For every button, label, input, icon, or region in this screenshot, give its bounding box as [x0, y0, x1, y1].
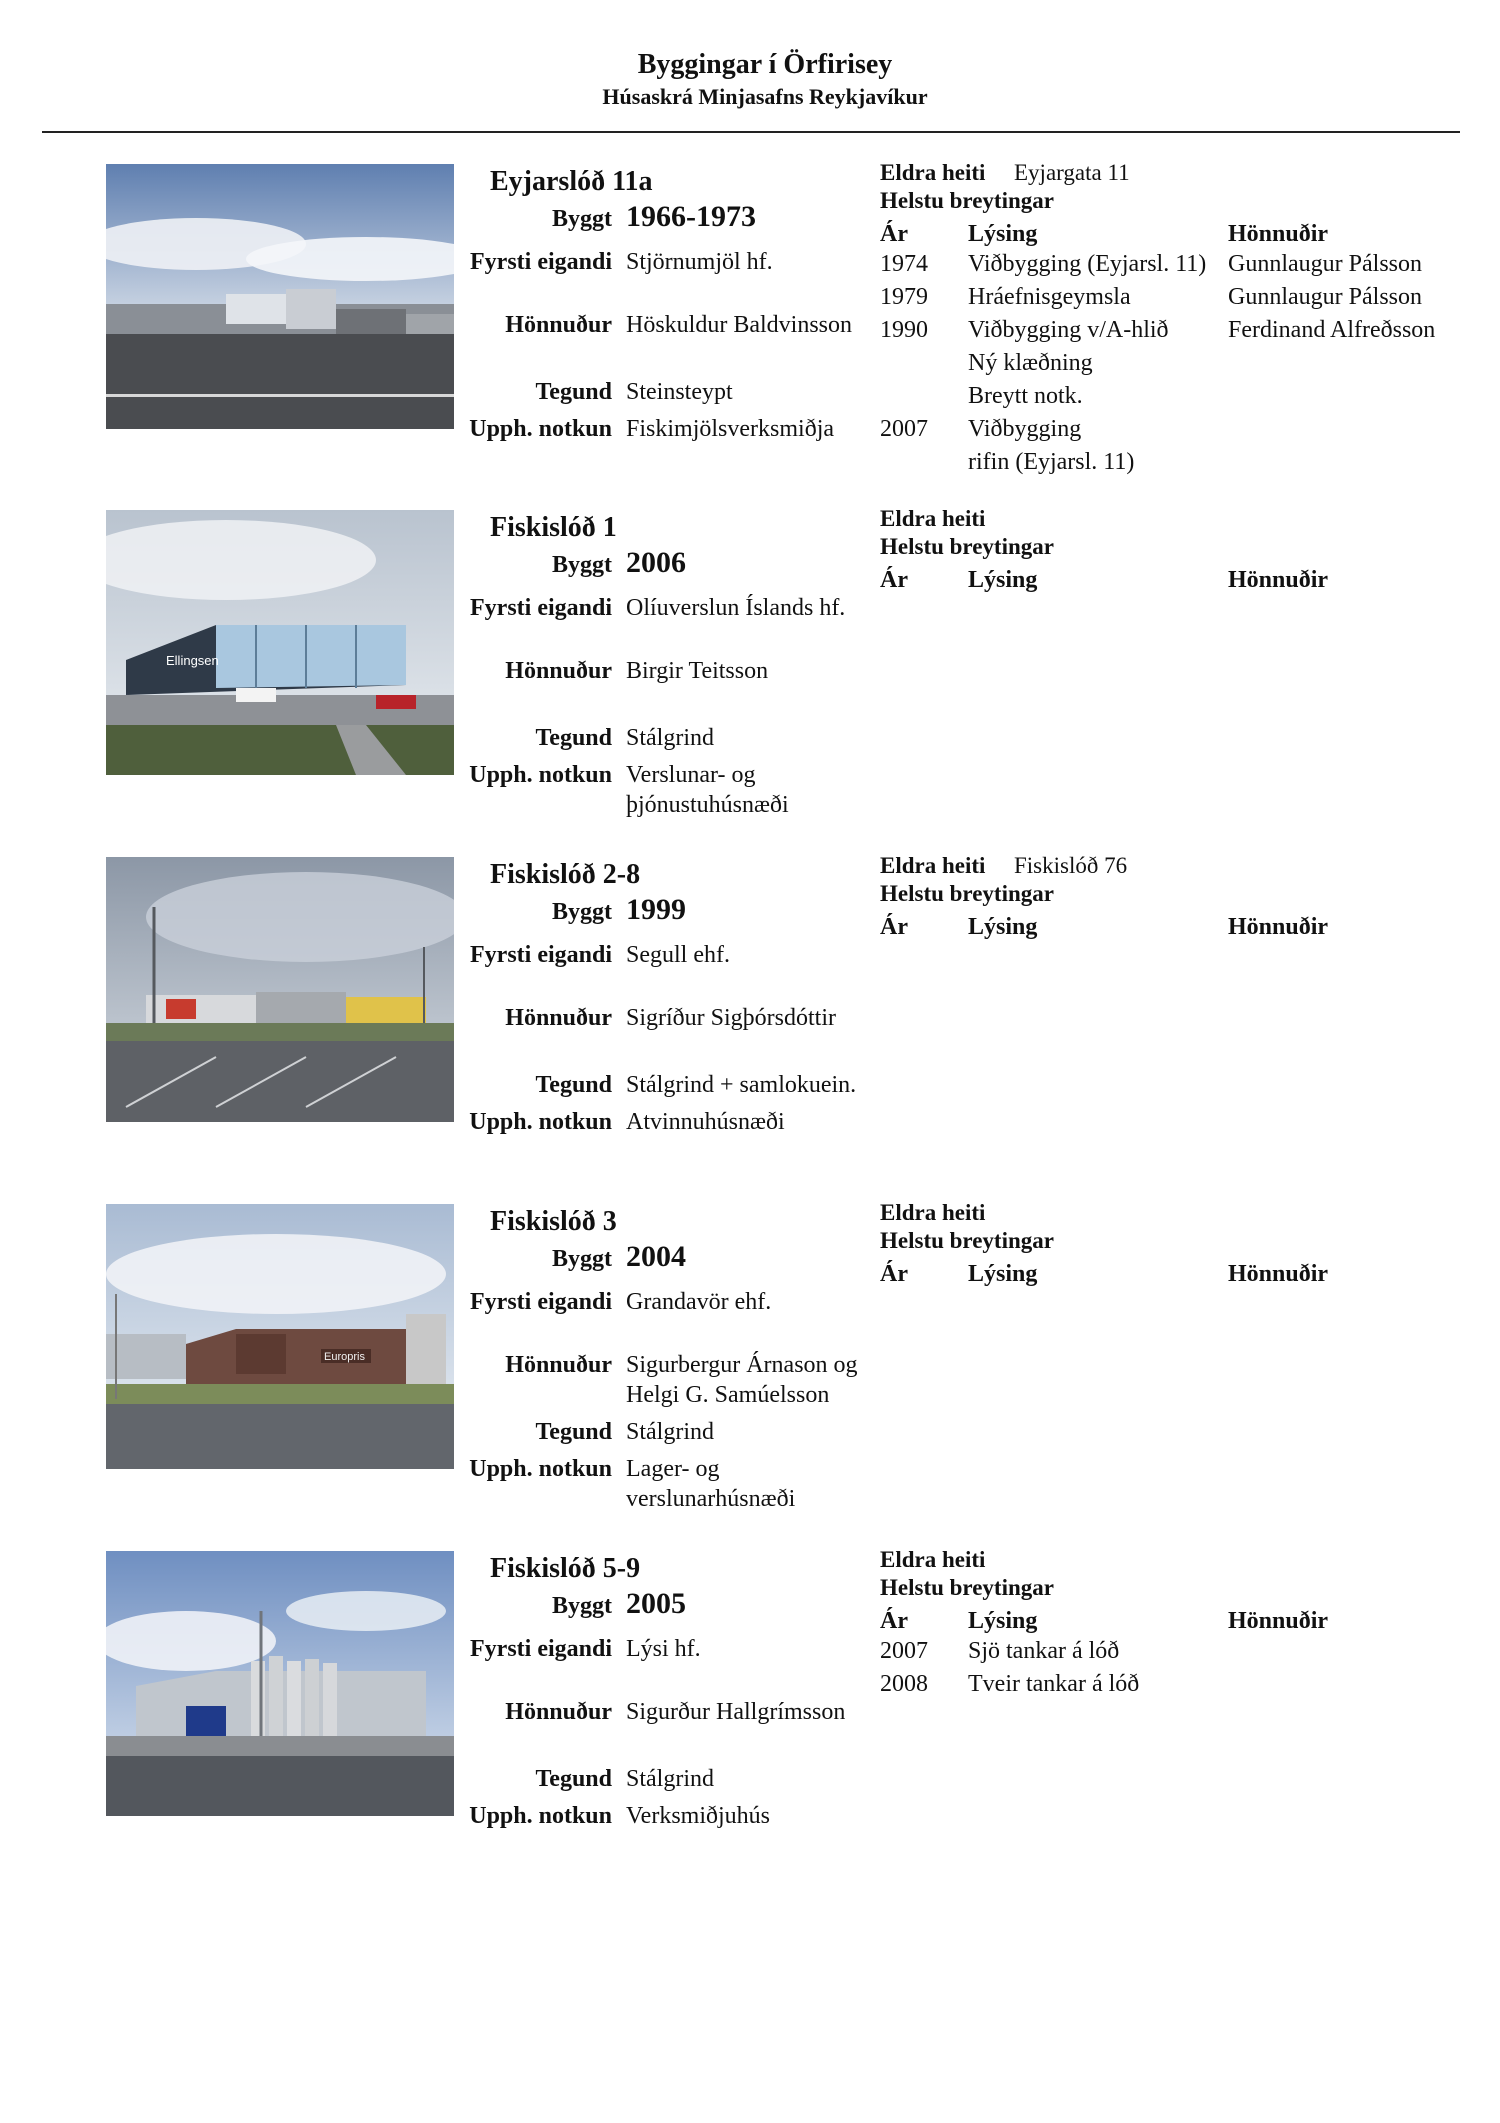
building-address: Fiskislóð 5-9: [490, 1553, 641, 1584]
former-name-label: Eldra heiti: [880, 1547, 986, 1572]
original-use-label: Upph. notkun: [469, 1803, 612, 1829]
designer-value: Sigríður Sigþórsdóttir: [626, 1005, 837, 1031]
former-name-value: Fiskislóð 76: [1014, 853, 1128, 878]
built-year: 2004: [626, 1240, 686, 1273]
type-label: Tegund: [535, 1419, 612, 1445]
building-entry: [0, 160, 1500, 504]
first-owner-value: Segull ehf.: [626, 942, 730, 968]
type-label: Tegund: [535, 379, 612, 405]
built-label: Byggt: [552, 552, 612, 578]
col-description-header: Lýsing: [968, 221, 1038, 247]
original-use-value: Verksmiðjuhús: [626, 1803, 770, 1829]
designer-label: Hönnuður: [505, 1352, 612, 1378]
original-use-label: Upph. notkun: [469, 1109, 612, 1135]
designer-label: Hönnuður: [505, 658, 612, 684]
col-designers-header: Hönnuðir: [1228, 1261, 1329, 1287]
built-year: 1966-1973: [626, 200, 756, 233]
designer-value: Sigurbergur Árnason og Helgi G. Samúelsson: [626, 1352, 858, 1408]
designer-label: Hönnuður: [505, 312, 612, 338]
change-designer: Gunnlaugur Pálsson: [1228, 284, 1422, 310]
building-entry: [0, 853, 1500, 1197]
col-year-header: Ár: [880, 221, 908, 247]
built-label: Byggt: [552, 1593, 612, 1619]
first-owner-label: Fyrsti eigandi: [470, 595, 612, 621]
col-designers-header: Hönnuðir: [1228, 914, 1329, 940]
designer-value: Höskuldur Baldvinsson: [626, 312, 853, 338]
original-use-value: Atvinnuhúsnæði: [626, 1109, 785, 1135]
col-year-header: Ár: [880, 1261, 908, 1287]
type-value: Stálgrind: [626, 1766, 714, 1792]
change-year: 1974: [880, 251, 928, 277]
col-description-header: Lýsing: [968, 1608, 1038, 1634]
former-name-label: Eldra heiti: [880, 1200, 986, 1225]
change-description: Sjö tankar á lóð: [968, 1638, 1120, 1664]
col-description-header: Lýsing: [968, 914, 1038, 940]
building-entry: [0, 1547, 1500, 1891]
building-address: Fiskislóð 3: [490, 1206, 617, 1237]
type-value: Steinsteypt: [626, 379, 733, 405]
col-description-header: Lýsing: [968, 1261, 1038, 1287]
first-owner-value: Stjörnumjöl hf.: [626, 249, 773, 275]
designer-label: Hönnuður: [505, 1699, 612, 1725]
designer-value: Birgir Teitsson: [626, 658, 769, 684]
former-name-value: Eyjargata 11: [1014, 160, 1130, 185]
change-year: 1990: [880, 317, 928, 343]
building-address: Eyjarslóð 11a: [490, 166, 653, 197]
col-year-header: Ár: [880, 567, 908, 593]
building-entry: [0, 506, 1500, 850]
first-owner-label: Fyrsti eigandi: [470, 1636, 612, 1662]
col-description-header: Lýsing: [968, 567, 1038, 593]
page-title: Byggingar í Örfirisey: [637, 49, 893, 80]
designer-label: Hönnuður: [505, 1005, 612, 1031]
built-label: Byggt: [552, 899, 612, 925]
former-name-label: Eldra heiti: [880, 853, 986, 878]
header-divider: [42, 131, 1460, 133]
change-description: Viðbygging: [968, 416, 1082, 442]
type-value: Stálgrind: [626, 725, 714, 751]
first-owner-label: Fyrsti eigandi: [470, 1289, 612, 1315]
original-use-label: Upph. notkun: [469, 1456, 612, 1482]
page-header: [0, 48, 1500, 112]
designer-value: Sigurður Hallgrímsson: [626, 1699, 846, 1725]
original-use-value: Fiskimjölsverksmiðja: [626, 416, 835, 442]
first-owner-value: Lýsi hf.: [626, 1636, 701, 1662]
col-year-header: Ár: [880, 914, 908, 940]
building-address: Fiskislóð 1: [490, 512, 617, 543]
former-name-label: Eldra heiti: [880, 506, 986, 531]
page-subtitle: Húsaskrá Minjasafns Reykjavíkur: [602, 84, 928, 109]
main-changes-label: Helstu breytingar: [880, 534, 1054, 559]
change-description: Viðbygging v/A-hlið: [968, 317, 1169, 343]
main-changes-label: Helstu breytingar: [880, 188, 1054, 213]
building-entry: [0, 1200, 1500, 1544]
change-designer: Ferdinand Alfreðsson: [1228, 317, 1436, 343]
change-description: rifin (Eyjarsl. 11): [968, 449, 1135, 475]
change-description: Breytt notk.: [968, 383, 1083, 409]
main-changes-label: Helstu breytingar: [880, 1575, 1054, 1600]
col-designers-header: Hönnuðir: [1228, 221, 1329, 247]
built-year: 1999: [626, 893, 686, 926]
change-designer: Gunnlaugur Pálsson: [1228, 251, 1422, 277]
built-label: Byggt: [552, 206, 612, 232]
sign-text: Europris: [324, 1351, 365, 1363]
first-owner-value: Olíuverslun Íslands hf.: [626, 595, 846, 621]
original-use-value: Verslunar- og þjónustuhúsnæði: [626, 762, 789, 818]
first-owner-label: Fyrsti eigandi: [470, 942, 612, 968]
change-description: Ný klæðning: [968, 350, 1093, 376]
building-address: Fiskislóð 2-8: [490, 859, 641, 890]
main-changes-label: Helstu breytingar: [880, 881, 1054, 906]
sign-text: Ellingsen: [166, 653, 219, 668]
change-year: 2007: [880, 416, 928, 442]
original-use-label: Upph. notkun: [469, 762, 612, 788]
type-value: Stálgrind: [626, 1419, 714, 1445]
built-year: 2006: [626, 546, 686, 579]
type-label: Tegund: [535, 725, 612, 751]
change-description: Viðbygging (Eyjarsl. 11): [968, 251, 1207, 277]
type-label: Tegund: [535, 1072, 612, 1098]
built-year: 2005: [626, 1587, 686, 1620]
original-use-value: Lager- og verslunarhúsnæði: [626, 1456, 796, 1512]
first-owner-label: Fyrsti eigandi: [470, 249, 612, 275]
type-label: Tegund: [535, 1766, 612, 1792]
change-year: 2008: [880, 1671, 928, 1697]
col-year-header: Ár: [880, 1608, 908, 1634]
original-use-label: Upph. notkun: [469, 416, 612, 442]
col-designers-header: Hönnuðir: [1228, 1608, 1329, 1634]
built-label: Byggt: [552, 1246, 612, 1272]
change-description: Tveir tankar á lóð: [968, 1671, 1140, 1697]
main-changes-label: Helstu breytingar: [880, 1228, 1054, 1253]
former-name-label: Eldra heiti: [880, 160, 986, 185]
first-owner-value: Grandavör ehf.: [626, 1289, 772, 1315]
change-year: 1979: [880, 284, 928, 310]
type-value: Stálgrind + samlokuein.: [626, 1072, 857, 1098]
col-designers-header: Hönnuðir: [1228, 567, 1329, 593]
change-year: 2007: [880, 1638, 928, 1664]
change-description: Hráefnisgeymsla: [968, 284, 1131, 310]
